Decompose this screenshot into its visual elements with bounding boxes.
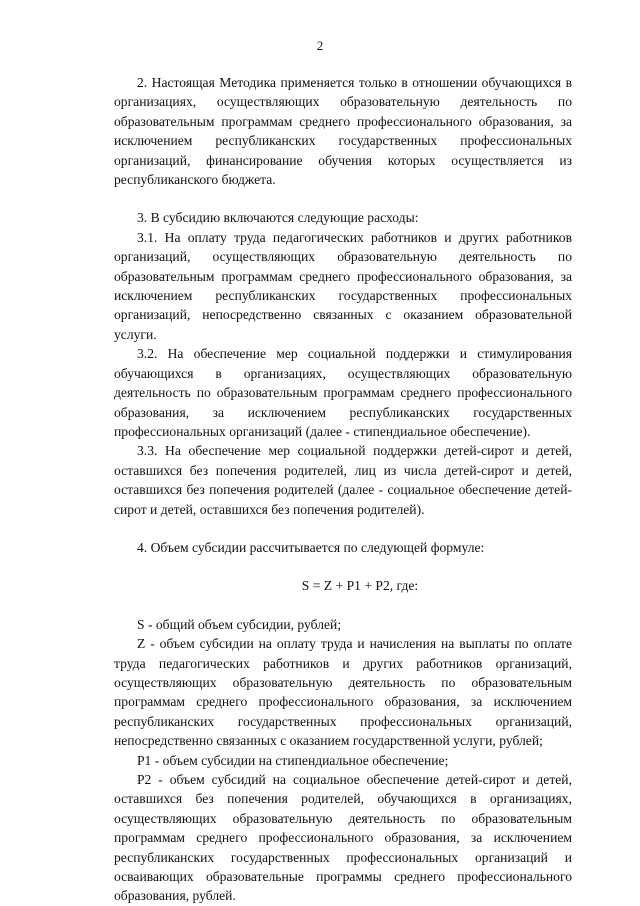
definition-s: S - общий объем субсидии, рублей; bbox=[137, 616, 342, 632]
document-body bbox=[114, 73, 572, 906]
paragraph-3: 3. В субсидию включаются следующие расходы: bbox=[137, 210, 419, 226]
spacer bbox=[114, 557, 572, 576]
spacer bbox=[114, 519, 572, 538]
paragraph-4: 4. Объем субсидии рассчитывается по следующей формуле: bbox=[137, 539, 485, 555]
formula: S = Z + P1 + P2, где: bbox=[301, 578, 419, 594]
paragraph-3-1: 3.1. На оплату труда педагогических работников и других работников организаций, осуществляющих образовательную деятельность по образовательным программам среднего профессионального образования, за исключением республиканских государственных профессиональных организаций, непосредственно связанных с оказанием образовательной услуги. bbox=[114, 229, 572, 342]
definition-z: Z - объем субсидии на оплату труда и начисления на выплаты по оплате труда педагогических работников и других работников организаций, осуществляющих образовательную деятельность по образовательным программам среднего профессионального образования, за исключением республиканских государственных профессиональных организаций, непосредственно связанных с оказанием государственной услуги, рублей; bbox=[114, 636, 572, 749]
paragraph-3-3: 3.3. На обеспечение мер социальной поддержки детей-сирот и детей, оставшихся без попечения родителей, лиц из числа детей-сирот и детей, оставшихся без попечения родителей (далее - социальное обеспечение детей-сирот и детей, оставшихся без попечения родителей). bbox=[114, 443, 572, 517]
paragraph-2: 2. Настоящая Методика применяется только в отношении обучающихся в организациях, осуществляющих образовательную деятельность по образовательным программам среднего профессионального образования, за исключением республиканских государственных профессиональных организаций, финансирование обучения которых осуществляется из республиканского бюджета. bbox=[114, 75, 572, 188]
spacer bbox=[114, 596, 572, 615]
definition-p1: P1 - объем субсидии на стипендиальное обеспечение; bbox=[137, 752, 449, 768]
paragraph-3-2: 3.2. На обеспечение мер социальной поддержки и стимулирования обучающихся в организациях, осуществляющих образовательную деятельность по образовательным программам среднего профессионального образования, за исключением республиканских государственных профессиональных организаций (далее - стипендиальное обеспечение). bbox=[114, 346, 572, 439]
spacer bbox=[114, 189, 572, 208]
page-number: 2 bbox=[316, 38, 324, 53]
definition-p2: P2 - объем субсидий на социальное обеспечение детей-сирот и детей, оставшихся без попечения родителей, обучающихся в организациях, осуществляющих образовательную деятельность по образовательным программам среднего профессионального образования, за исключением республиканских государственных профессиональных организаций и осваивающих образовательные программы среднего профессионального образования, рублей. bbox=[114, 772, 572, 904]
